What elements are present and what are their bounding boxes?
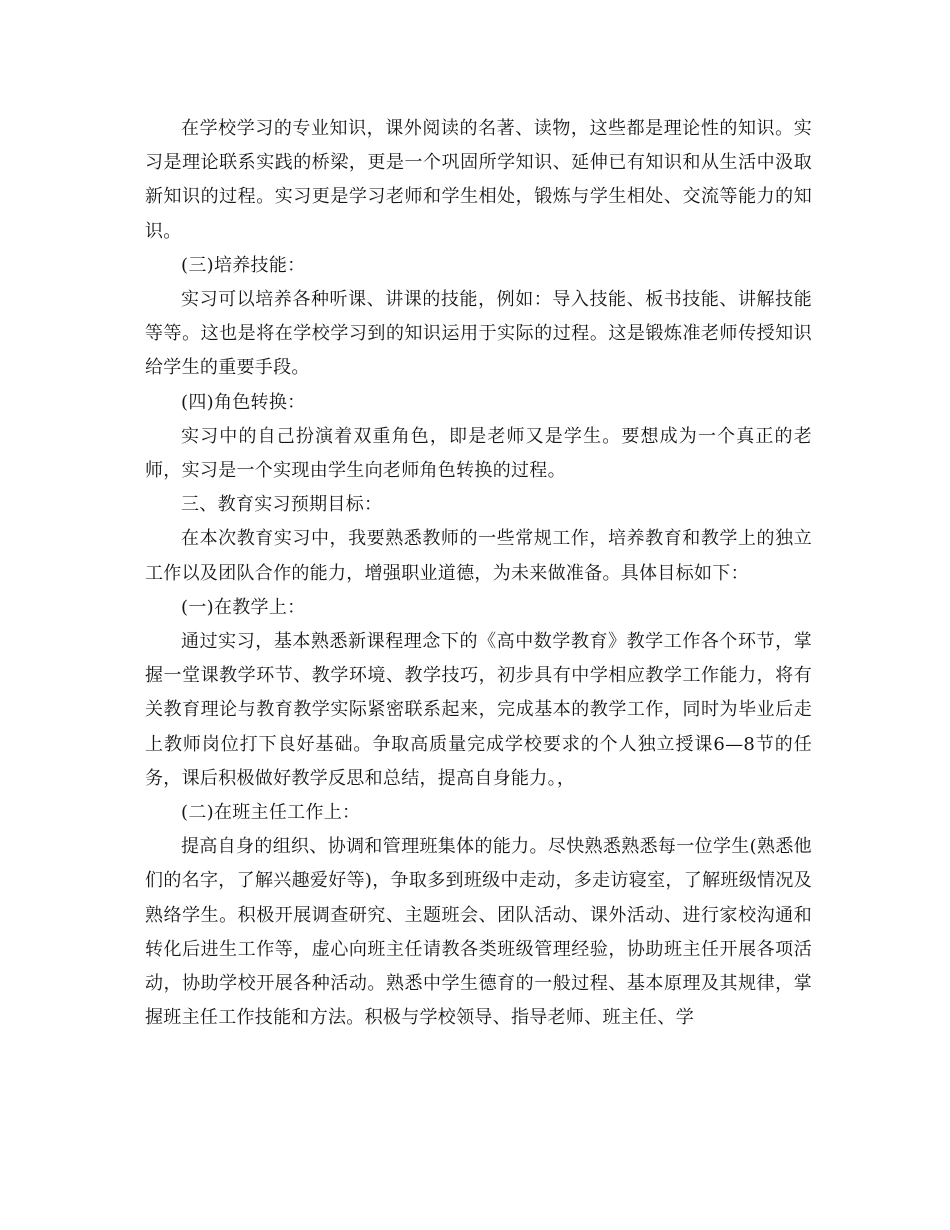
heading-teaching: (一)在教学上： <box>181 596 306 618</box>
paragraph-teaching: 通过实习，基本熟悉新课程理念下的《高中数学教育》教学工作各个环节，掌握一堂课教学环节、教学环境、教学技巧，初步具有中学相应教学工作能力，将有关教育理论与教育教学实际紧密联系起来，完成基本的教学工作，同时为毕业后走上教师岗位打下良好基础。争取高质量完成学校要求的个人独立授课6—8节的任务，课后积极做好教学反思和总结，提高自身能力。， <box>145 631 812 789</box>
paragraph-internship-knowledge: 在学校学习的专业知识，课外阅读的名著、读物，这些都是理论性的知识。实习是理论联系实践的桥梁，更是一个巩固所学知识、延伸已有知识和从生活中汲取新知识的过程。实习更是学习老师和学生相处，锻炼与学生相处、交流等能力的知识。 <box>145 118 812 242</box>
paragraph-role-change: 实习中的自己扮演着双重角色，即是老师又是学生。要想成为一个真正的老师，实习是一个实现由学生向老师角色转换的过程。 <box>145 425 812 482</box>
paragraph-goals: 在本次教育实习中，我要熟悉教师的一些常规工作，培养教育和教学上的独立工作以及团队合作的能力，增强职业道德，为未来做准备。具体目标如下： <box>145 528 812 584</box>
paragraph-skills: 实习可以培养各种听课、讲课的技能，例如：导入技能、板书技能、讲解技能等等。这也是将在学校学习到的知识运用于实际的过程。这是锻炼准老师传授知识给学生的重要手段。 <box>145 289 812 379</box>
heading-skills: (三)培养技能： <box>181 254 306 276</box>
heading-goals: 三、教育实习预期目标： <box>181 494 383 516</box>
paragraph-class-teacher: 提高自身的组织、协调和管理班集体的能力。尽快熟悉熟悉每一位学生(熟悉他们的名字，了解兴趣爱好等)，争取多到班级中走动，多走访寝室，了解班级情况及熟络学生。积极开展调查研究、主题班会、团队活动、课外活动、进行家校沟通和转化后进生工作等，虚心向班主任请教各类班级管理经验，协助班主任开展各项活动，协助学校开展各种活动。熟悉中学生德育的一般过程、基本原理及其规律，掌握班主任工作技能和方法。积极与学校领导、指导老师、班主任、学 <box>145 836 812 1029</box>
heading-role-change: (四)角色转换： <box>181 391 306 413</box>
heading-class-teacher: (二)在班主任工作上： <box>181 802 361 824</box>
